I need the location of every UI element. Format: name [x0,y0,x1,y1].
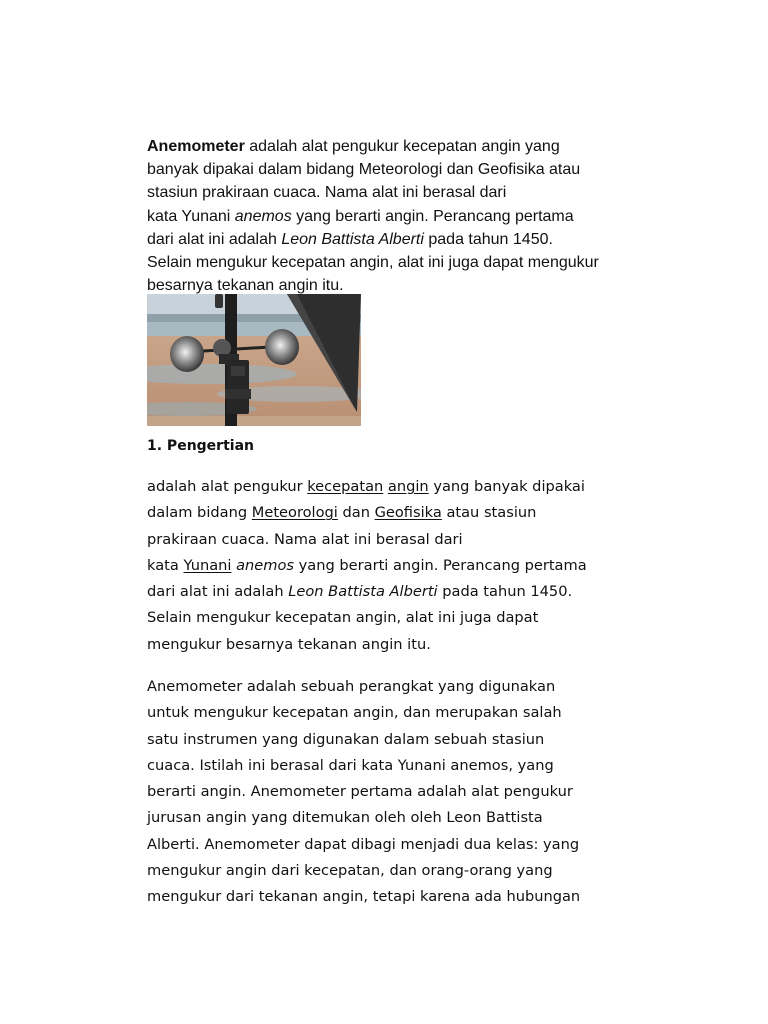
paragraph-line: Selain mengukur kecepatan angin, alat ini juga dapat [147,609,539,627]
meteorologi-link[interactable]: Meteorologi [251,504,338,522]
paragraph-line: kata Yunani anemos yang berarti angin. Perancang pertama [147,556,587,574]
paragraph-line: dari alat ini adalah Leon Battista Alberti pada tahun 1450. [147,583,573,601]
geofisika-link[interactable]: Geofisika [374,504,442,522]
anemometer-photo [147,294,361,426]
yunani-link[interactable]: Yunani [183,556,232,574]
intro-line: banyak dipakai dalam bidang Meteorologi dan Geofisika atau [147,161,581,179]
definition-paragraph [147,474,687,658]
paragraph-line: cuaca. Istilah ini berasal dari kata Yunani anemos, yang [147,756,554,774]
paragraph-line: Anemometer adalah sebuah perangkat yang digunakan [147,678,556,695]
paragraph-line: dalam bidang Meteorologi dan Geofisika atau stasiun [147,504,537,522]
section-heading: 1. Pengertian [147,438,254,454]
angin-link[interactable]: angin [387,478,429,495]
paragraph-line: jurusan angin yang ditemukan oleh oleh Leon Battista [147,809,543,827]
paragraph-line: mengukur besarnya tekanan angin itu. [147,635,431,653]
paragraph-line: berarti angin. Anemometer pertama adalah alat pengukur [147,783,573,801]
intro-line: Anemometer adalah alat pengukur kecepatan angin yang [147,138,560,155]
intro-paragraph [147,135,672,297]
paragraph-line: mengukur dari tekanan angin, tetapi karena ada hubungan [147,888,581,906]
intro-line: besarnya tekanan angin itu. [147,277,344,295]
paragraph-line: prakiraan cuaca. Nama alat ini berasal dari [147,530,463,548]
intro-line: dari alat ini adalah Leon Battista Alberti pada tahun 1450. [147,230,553,248]
anemometer-term: Anemometer [147,138,245,155]
paragraph-line: Alberti. Anemometer dapat dibagi menjadi dua kelas: yang [147,835,580,853]
intro-line: Selain mengukur kecepatan angin, alat ini juga dapat mengukur [147,254,599,272]
paragraph-line: untuk mengukur kecepatan angin, dan merupakan salah [147,704,562,722]
paragraph-line: mengukur angin dari kecepatan, dan orang-orang yang [147,862,553,880]
intro-line: kata Yunani anemos yang berarti angin. Perancang pertama [147,207,574,225]
kecepatan-link[interactable]: kecepatan [307,478,384,495]
paragraph-line: adalah alat pengukur kecepatan angin yang banyak dipakai [147,478,585,495]
paragraph-line: satu instrumen yang digunakan dalam sebuah stasiun [147,730,545,748]
description-paragraph [147,674,687,911]
intro-line: stasiun prakiraan cuaca. Nama alat ini berasal dari [147,184,507,202]
